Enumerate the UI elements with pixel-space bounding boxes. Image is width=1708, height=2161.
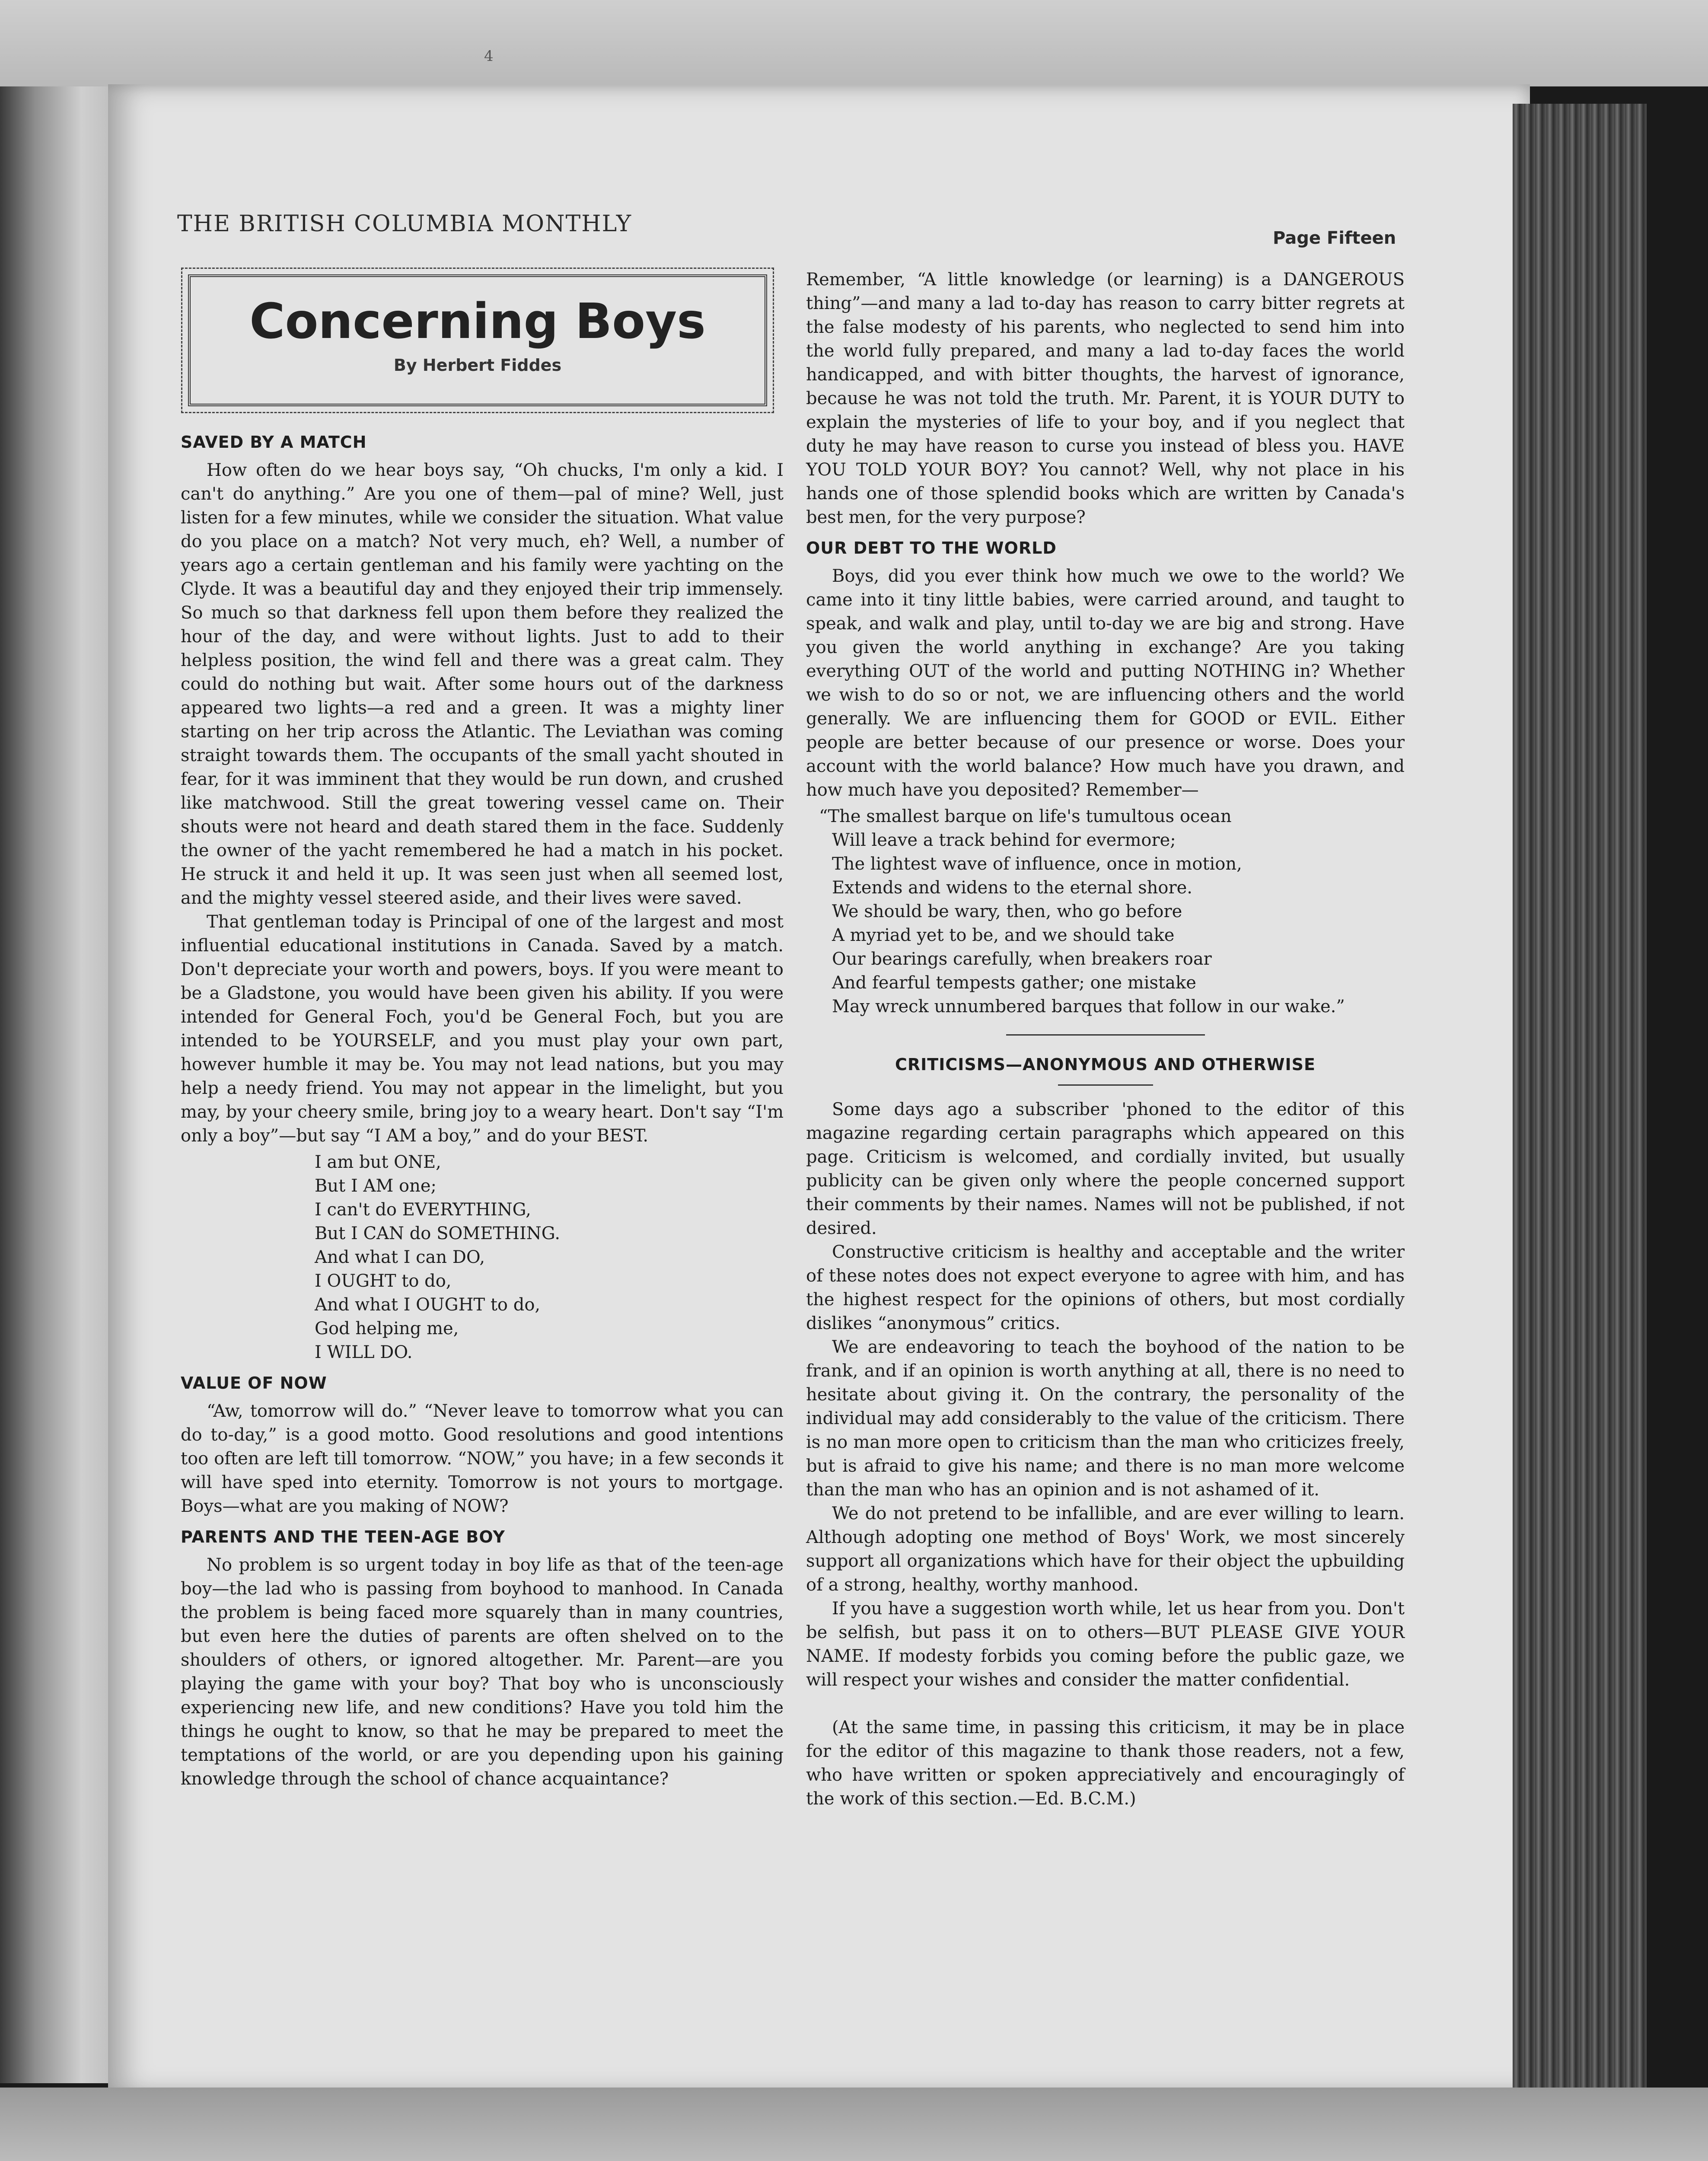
poem-line: God helping me, [315, 1319, 459, 1339]
paragraph: No problem is so urgent today in boy life as that of the teen-age boy—the lad who is passing from boyhood to manhood. In Canada the problem is being faced more squarely than in many countries, but even here the duties of parents are often shelved on to the shoulders of others, or ignored altogether. Mr. Parent—are you playing the game with your boy? That boy who is unconsciously experiencing new life, and new conditions? Have you told him the things he ought to know, so that he may be prepared to meet the temptations of the world, or are you depending upon his gaining knowledge through the school of chance acquaintance? [181, 1555, 784, 1789]
poem-line: I can't do EVERYTHING, [315, 1200, 531, 1220]
paragraph: Remember, “A little knowledge (or learning) is a DANGEROUS thing”—and many a lad to-day has reason to carry bitter regrets at the false modesty of his parents, who neglected to send him into the world fully prepared, and many a lad to-day faces the world handicapped, and with bitter thoughts, the harvest of ignorance, because he was not told the truth. Mr. Parent, it is YOUR DUTY to explain the mysteries of life to your boy, and if you neglect that duty he may have reason to curse you instead of bless you. HAVE YOU TOLD YOUR BOY? You cannot? Well, why not place in his hands one of those splendid books which are written by Canada's best men, for the very purpose? [806, 270, 1405, 527]
poem-line: Our bearings carefully, when breakers roar [832, 949, 1212, 969]
section-heading: CRITICISMS—ANONYMOUS AND OTHERWISE [895, 1055, 1316, 1074]
heading-underline [1058, 1084, 1153, 1086]
paragraph: (At the same time, in passing this criticism, it may be in place for the editor of this magazine to thank those readers, not a few, who have written or spoken appreciatively and encouragingly of the work of this section.—Ed. B.C.M.) [806, 1718, 1405, 1809]
poem-line: I WILL DO. [315, 1342, 413, 1362]
poem-line: But I CAN do SOMETHING. [315, 1224, 561, 1243]
poem-line: A myriad yet to be, and we should take [832, 925, 1175, 945]
poem-line: But I AM one; [315, 1176, 437, 1196]
book-spine-edges [1513, 104, 1647, 2092]
poem-line: “The smallest barque on life's tumultous ocean [819, 806, 1232, 826]
poem-line: And what I OUGHT to do, [315, 1295, 541, 1315]
article-title: Concerning Boys [249, 293, 706, 350]
paragraph: Boys, did you ever think how much we owe to the world? We came into it tiny little babies, were carried around, and taught to speak, and walk and play, until to-day we are big and strong. Have you given the world anything in exchange? Are you taking everything OUT of the world and putting NOTHING in? Whether we wish to do so or not, we are influencing others and the world generally. We are influencing them for GOOD or EVIL. Either people are better because of our presence or worse. Does your account with the world balance? How much have you drawn, and how much have you deposited? Remember— [806, 566, 1405, 800]
spacer [806, 1692, 1405, 1716]
paragraph: We do not pretend to be infallible, and are ever willing to learn. Although adopting one method of Boys' Work, we most sincerely support all organizations which have for their object the upbuilding of a strong, healthy, worthy manhood. [806, 1504, 1405, 1595]
paragraph: That gentleman today is Principal of one of the largest and most influential educational institutions in Canada. Saved by a match. Don't depreciate your worth and powers, boys. If you were meant to be a Gladstone, you would have been given his ability. If you were intended for General Foch, you'd be General Foch, but you are intended to be YOURSELF, and you must play your own part, however humble it may be. You may not lead nations, but you may help a needy friend. You may not appear in the limelight, but you may, by your cheery smile, bring joy to a weary heart. Don't say “I'm only a boy”—but say “I AM a boy,” and do your BEST. [181, 912, 784, 1146]
poem-line: May wreck unnumbered barques that follow in our wake.” [832, 997, 1345, 1017]
section-divider [1006, 1034, 1205, 1036]
paragraph: We are endeavoring to teach the boyhood of the nation to be frank, and if an opinion is worth anything at all, there is no need to hesitate about giving it. On the contrary, the personality of the individual may add considerably to the value of the criticism. There is no man more open to criticism than the man who criticizes freely, but is afraid to give his name; and there is no man more welcome than the man who has an opinion and is not ashamed of it. [806, 1337, 1405, 1500]
section-heading: VALUE OF NOW [181, 1374, 327, 1393]
paragraph: If you have a suggestion worth while, let us hear from you. Don't be selfish, but pass it on to others—BUT PLEASE GIVE YOUR NAME. If modesty forbids you coming before the public gaze, we will respect your wishes and consider the matter confidential. [806, 1599, 1405, 1690]
poem-line: We should be wary, then, who go before [832, 902, 1182, 921]
poem [315, 1151, 784, 1364]
left-column [181, 424, 784, 1791]
scan-top-margin [0, 0, 1708, 86]
facing-page-edge [0, 86, 117, 2083]
poem-line: Extends and widens to the eternal shore. [832, 878, 1192, 898]
running-head: THE BRITISH COLUMBIA MONTHLY [177, 211, 632, 237]
section-heading: SAVED BY A MATCH [181, 433, 367, 452]
paragraph: “Aw, tomorrow will do.” “Never leave to tomorrow what you can do to-day,” is a good motto. Good resolutions and good intentions too often are left till tomorrow. “NOW,” you have; in a few seconds it will have sped into eternity. Tomorrow is not yours to mortgage. Boys—what are you making of NOW? [181, 1401, 784, 1516]
poem-line: I am but ONE, [315, 1152, 441, 1172]
right-column [806, 268, 1405, 1811]
paragraph: Some days ago a subscriber 'phoned to the editor of this magazine regarding certain paragraphs which appeared on this page. Criticism is welcomed, and cordially invited, but usually publicity can be given only where the people concerned support their comments by their names. Names will not be published, if not desired. [806, 1100, 1405, 1238]
poem [819, 805, 1405, 1019]
paragraph: How often do we hear boys say, “Oh chucks, I'm only a kid. I can't do anything.” Are you one of them—pal of mine? Well, just listen for a few minutes, while we consider the situation. What value do you place on a match? Not very much, eh? Well, a number of years ago a certain gentleman and his family were yachting on the Clyde. It was a beautiful day and they enjoyed their trip immensely. So much so that darkness fell upon them before they realized the hour of the day, and were without lights. Just to add to their helpless position, the wind fell and there was a great calm. They could do nothing but wait. After some hours out of the darkness appeared two lights—a red and a green. It was a mighty liner starting on her trip across the Atlantic. The Leviathan was coming straight towards them. The occupants of the small yacht shouted in fear, for it was imminent that they would be run down, and crushed like matchwood. Still the great towering vessel came on. Their shouts were not heard and death stared them in the face. Suddenly the owner of the yacht remembered he had a match in his pocket. He struck it and held it up. It was seen just when all seemed lost, and the mighty vessel steered aside, and their lives were saved. [181, 460, 784, 908]
title-box [188, 274, 767, 406]
poem-line: Will leave a track behind for evermore; [832, 830, 1176, 850]
pencil-mark: 4 [484, 48, 494, 65]
article-byline: By Herbert Fiddes [393, 356, 562, 375]
poem-line: The lightest wave of influence, once in motion, [832, 854, 1242, 874]
poem-line: And what I can DO, [315, 1247, 485, 1267]
section-heading: OUR DEBT TO THE WORLD [806, 539, 1057, 558]
paragraph: Constructive criticism is healthy and acceptable and the writer of these notes does not expect everyone to agree with him, and has the highest respect for the opinions of others, but most cordially dislikes “anonymous” critics. [806, 1242, 1405, 1333]
poem-line: And fearful tempests gather; one mistake [832, 973, 1196, 993]
page-number: Page Fifteen [1273, 228, 1396, 248]
poem-line: I OUGHT to do, [315, 1271, 452, 1291]
section-heading: PARENTS AND THE TEEN-AGE BOY [181, 1527, 505, 1546]
scan-bottom-margin [0, 2088, 1708, 2161]
